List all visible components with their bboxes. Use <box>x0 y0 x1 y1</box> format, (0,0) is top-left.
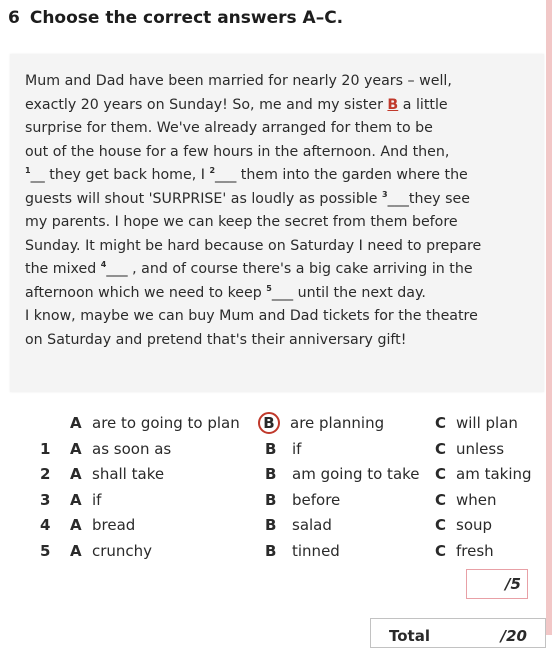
passage-line-6: guests will shout 'SURPRISE' as loudly as possible $^3$___they see <box>25 189 470 207</box>
exercise-score-box: /5 <box>466 569 528 599</box>
option-c-text: am taking <box>456 465 532 484</box>
gap-number-1: 1 <box>25 166 31 175</box>
passage-line-8: Sunday. It might be hard because on Saturday I need to prepare <box>25 237 482 254</box>
question-number: 3 <box>40 490 51 509</box>
passage-line-4: out of the house for a few hours in the afternoon. And then, <box>25 143 450 160</box>
passage-line-3: surprise for them. We've already arranged for them to be <box>25 120 433 136</box>
option-letter-b[interactable]: B <box>265 516 277 535</box>
option-letter-a[interactable]: A <box>70 490 82 509</box>
example-option-row <box>0 410 552 436</box>
option-b-text: am going to take <box>292 465 420 484</box>
exercise-instruction: Choose the correct answers A–C. <box>29 8 344 28</box>
passage-line-11: I know, maybe we can buy Mum and Dad tickets for the theatre <box>25 308 478 324</box>
option-b-text: salad <box>292 516 332 535</box>
gap-number-4: 4 <box>100 260 107 269</box>
passage-line-9: the mixed $^4$___ , and of course there's a big cake arriving in the <box>25 260 473 277</box>
circled-option-b[interactable]: B <box>258 412 280 434</box>
option-letter-b[interactable]: B <box>265 490 277 509</box>
option-letter-b[interactable]: B <box>265 541 277 560</box>
passage-line-1: Mum and Dad have been married for nearly 20 years – well, <box>25 73 452 89</box>
question-number: 4 <box>40 516 51 535</box>
answer-options <box>0 410 552 564</box>
option-row-1 <box>0 436 552 462</box>
option-a-text: crunchy <box>92 541 153 560</box>
passage-line-2: exactly 20 years on Sunday! So, me and my sister B a little <box>25 96 448 113</box>
total-value: /20 <box>500 627 527 645</box>
option-row-2 <box>0 461 552 487</box>
gap-number-3: 3 <box>382 189 388 199</box>
option-letter-c[interactable]: C <box>435 490 447 509</box>
option-a-text: are to going to plan <box>92 414 240 432</box>
option-c-text: fresh <box>456 541 494 560</box>
gap-number-2: 2 <box>209 166 216 175</box>
option-b-text: before <box>292 490 341 509</box>
option-letter-b[interactable]: B <box>265 439 277 458</box>
exercise-number: 6 <box>8 8 20 28</box>
passage-line-7: my parents. I hope we can keep the secret from them before <box>25 214 458 230</box>
example-answer: B <box>387 96 399 113</box>
option-letter-a: A <box>70 414 82 432</box>
option-letter-c[interactable]: C <box>435 541 447 560</box>
option-b-text: tinned <box>292 541 340 560</box>
option-b-text: if <box>292 439 302 458</box>
reading-passage <box>10 54 544 392</box>
option-letter-a[interactable]: A <box>70 541 82 560</box>
option-letter-a[interactable]: A <box>70 439 82 458</box>
option-row-5 <box>0 538 552 564</box>
option-letter-c[interactable]: C <box>435 516 447 535</box>
option-c-text: will plan <box>456 414 518 432</box>
total-label: Total <box>389 627 430 645</box>
option-row-3 <box>0 487 552 513</box>
question-number: 1 <box>40 439 51 458</box>
exercise-heading <box>8 8 343 28</box>
option-a-text: if <box>92 490 102 509</box>
option-letter-a[interactable]: A <box>70 516 82 535</box>
option-a-text: shall take <box>92 465 165 484</box>
question-number: 5 <box>40 541 51 560</box>
passage-line-5: $^1$__ they get back home, I $^2$___ them into the garden where the <box>25 166 468 183</box>
option-letter-c[interactable]: C <box>435 439 447 458</box>
passage-line-10: afternoon which we need to keep $^5$___ until the next day. <box>25 283 426 301</box>
option-b-text: are planning <box>290 414 385 432</box>
option-letter-b[interactable]: B <box>265 465 277 484</box>
option-row-4 <box>0 512 552 538</box>
option-letter-c[interactable]: C <box>435 465 447 484</box>
total-score-box <box>370 618 546 648</box>
option-a-text: as soon as <box>92 439 172 458</box>
option-c-text: when <box>456 490 497 509</box>
option-letter-a[interactable]: A <box>70 465 82 484</box>
passage-line-12: on Saturday and pretend that's their anniversary gift! <box>25 331 407 348</box>
option-c-text: unless <box>456 439 505 458</box>
gap-number-5: 5 <box>266 283 272 293</box>
option-a-text: bread <box>92 516 136 535</box>
option-letter-c: C <box>435 414 447 432</box>
option-c-text: soup <box>456 516 493 535</box>
question-number: 2 <box>40 465 51 484</box>
